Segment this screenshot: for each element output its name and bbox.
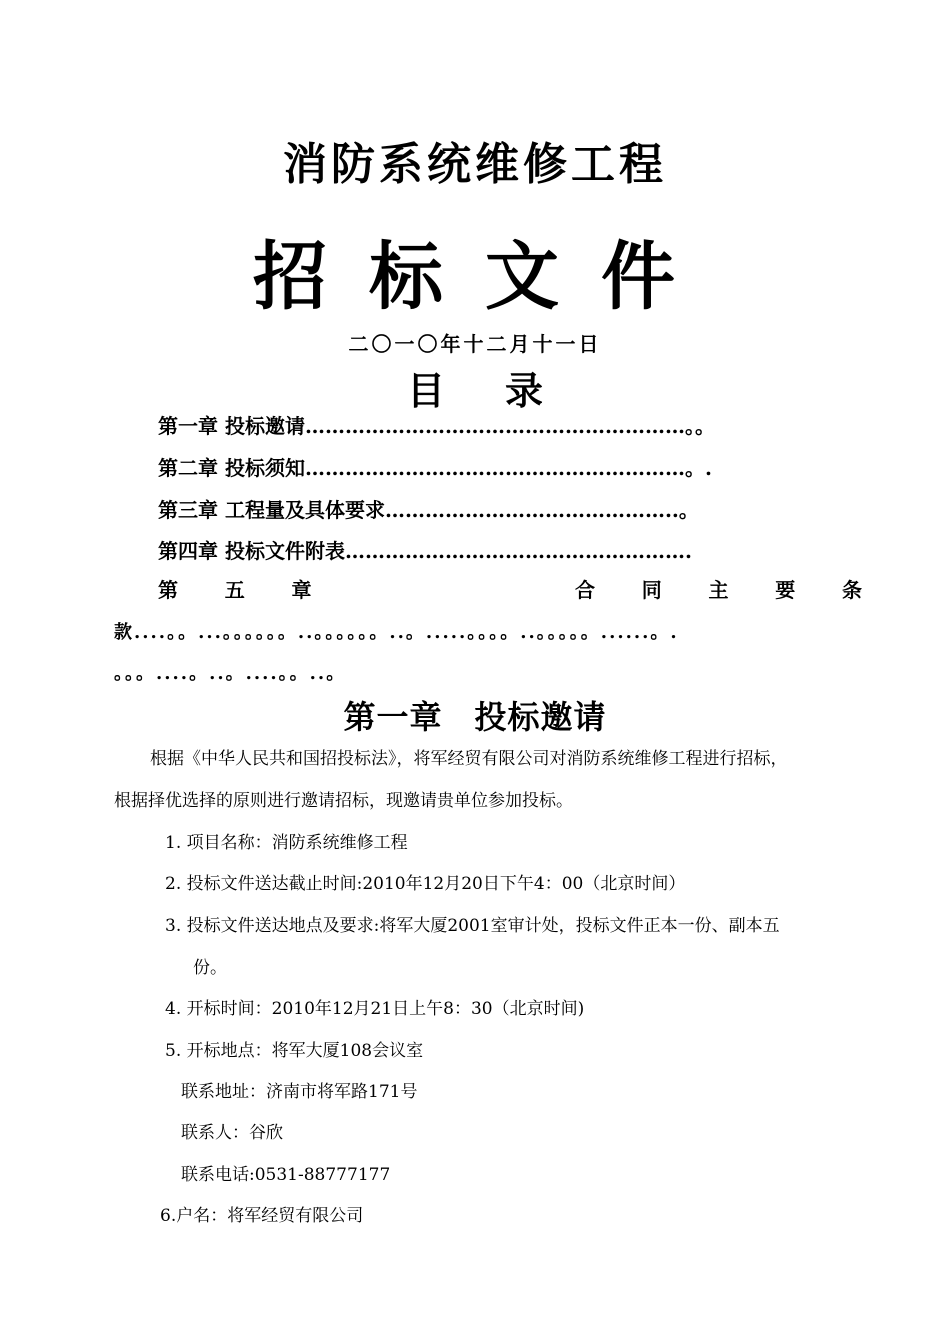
toc-item-5-spacer bbox=[358, 574, 528, 603]
toc-item-5-char: 合 bbox=[575, 578, 595, 602]
intro-line-2: 根据择优选择的原则进行邀请招标，现邀请贵单位参加投标。 bbox=[114, 791, 573, 811]
chapter1-heading-number: 第一章 bbox=[343, 698, 443, 736]
chapter1-heading-title: 投标邀请 bbox=[474, 698, 607, 736]
document-title: 招标文件 bbox=[253, 234, 717, 320]
toc-item-3: 第三章 工程量及具体要求……………………………………..。 bbox=[158, 498, 699, 522]
toc-item-5-char: 要 bbox=[775, 578, 796, 602]
toc-item-5-line3: 。。。....。..。....。。..。 bbox=[114, 663, 347, 684]
contact-address: 联系地址：济南市将军路171号 bbox=[181, 1082, 418, 1102]
toc-item-5-char: 五 bbox=[224, 578, 245, 602]
list-item: 4. 开标时间：2010年12月21日上午8：30（北京时间) bbox=[165, 999, 585, 1019]
toc-item-5-char: 主 bbox=[708, 578, 729, 602]
toc-item-2: 第二章 投标须知…………………………………………………。. bbox=[158, 456, 712, 480]
toc-item-5-char: 同 bbox=[641, 578, 662, 602]
toc-item-5-char: 第 bbox=[158, 578, 178, 602]
chapter1-heading bbox=[0, 692, 950, 738]
contact-phone: 联系电话:0531-88777177 bbox=[181, 1165, 391, 1185]
contact-person: 联系人：谷欣 bbox=[181, 1123, 283, 1143]
list-item: 1. 项目名称：消防系统维修工程 bbox=[165, 833, 408, 853]
list-item-continuation: 份。 bbox=[193, 958, 227, 978]
toc-item-5-char: 条 bbox=[842, 578, 862, 602]
list-item: 5. 开标地点：将军大厦108会议室 bbox=[165, 1041, 424, 1061]
list-item: 3. 投标文件送达地点及要求:将军大厦2001室审计处，投标文件正本一份、副本五 bbox=[165, 916, 780, 936]
project-title: 消防系统维修工程 bbox=[283, 139, 667, 190]
toc-item-5-char: 章 bbox=[291, 578, 312, 602]
list-item: 6.户名：将军经贸有限公司 bbox=[160, 1206, 364, 1226]
intro-line-1: 根据《中华人民共和国招投标法》，将军经贸有限公司对消防系统维修工程进行招标， bbox=[150, 749, 788, 769]
document-date: 二〇一〇年十二月十一日 bbox=[348, 332, 602, 356]
toc-item-1: 第一章 投标邀请…………………………………………………。。 bbox=[158, 414, 715, 438]
list-item: 2. 投标文件送达截止时间:2010年12月20日下午4：00（北京时间） bbox=[165, 874, 686, 894]
toc-item-4: 第四章 投标文件附表……………………………………………. bbox=[158, 539, 692, 563]
toc-heading: 目录 bbox=[406, 368, 603, 413]
toc-item-5-line2: 款....。。...。。。。。。..。。。。。。..。.....。。。。..。。。。。......。. bbox=[114, 622, 679, 643]
toc-item-5 bbox=[158, 574, 862, 603]
